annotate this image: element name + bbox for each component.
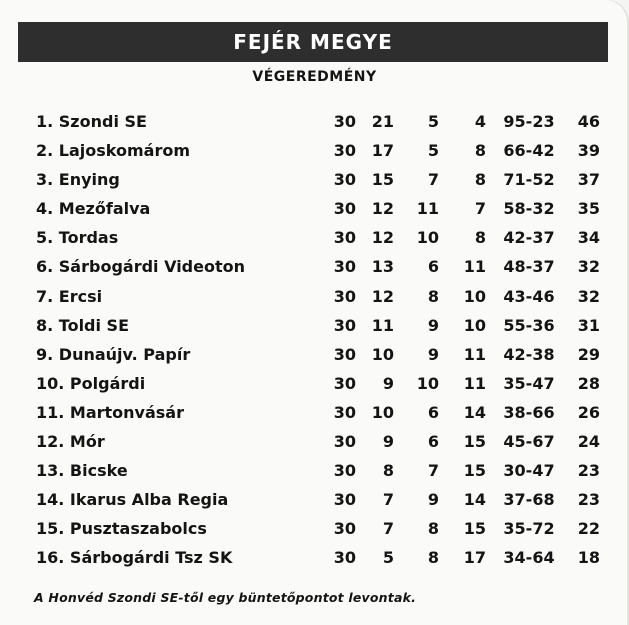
goals-cell: 71-52: [503, 170, 555, 190]
subtitle: VÉGEREDMÉNY: [252, 69, 377, 85]
goals-cell: 42-37: [503, 228, 555, 248]
goals-cell: 34-64: [503, 548, 555, 568]
points-cell: 23: [577, 461, 600, 481]
goals-cell: 48-37: [503, 257, 555, 277]
won-cell: 12: [371, 228, 394, 248]
drawn-cell: 11: [416, 199, 439, 219]
won-cell: 10: [371, 402, 394, 422]
won-cell: 15: [371, 170, 394, 190]
team-name: 12. Mór: [36, 432, 105, 452]
drawn-cell: 8: [427, 548, 439, 568]
goals-cell: 37-68: [503, 490, 555, 510]
points-cell: 23: [577, 490, 600, 510]
points-cell: 26: [577, 402, 600, 422]
won-cell: 5: [382, 548, 394, 568]
points-cell: 46: [577, 112, 600, 131]
lost-cell: 15: [463, 461, 486, 481]
played-cell: 30: [333, 257, 356, 277]
drawn-cell: 9: [427, 315, 439, 335]
played-cell: 30: [333, 519, 356, 539]
page-title: FEJÉR MEGYE: [233, 30, 393, 54]
goals-cell: 66-42: [503, 141, 555, 161]
drawn-cell: 7: [427, 170, 439, 190]
played-cell: 30: [333, 432, 356, 452]
team-name: 16. Sárbogárdi Tsz SK: [36, 548, 233, 568]
team-name: 6. Sárbogárdi Videoton: [36, 257, 245, 277]
won-cell: 7: [382, 519, 394, 539]
won-cell: 7: [382, 490, 394, 510]
lost-cell: 4: [474, 112, 486, 131]
played-cell: 30: [333, 170, 356, 190]
played-cell: 30: [333, 112, 356, 131]
points-cell: 31: [577, 315, 600, 335]
lost-cell: 10: [463, 286, 486, 306]
points-cell: 39: [577, 141, 600, 161]
drawn-cell: 6: [427, 432, 439, 452]
lost-cell: 11: [463, 257, 486, 277]
played-cell: 30: [333, 490, 356, 510]
team-name: 9. Dunaújv. Papír: [36, 344, 191, 364]
drawn-cell: 8: [427, 519, 439, 539]
points-cell: 32: [577, 286, 600, 306]
won-cell: 13: [371, 257, 394, 277]
header-bar: [18, 22, 608, 62]
goals-cell: 43-46: [503, 286, 555, 306]
played-cell: 30: [333, 228, 356, 248]
team-name: 1. Szondi SE: [36, 112, 147, 131]
table-row: [30, 513, 610, 542]
team-name: 8. Toldi SE: [36, 315, 130, 335]
lost-cell: 15: [463, 432, 486, 452]
table-row: [30, 397, 610, 426]
team-name: 10. Polgárdi: [36, 373, 146, 393]
table-row: [30, 455, 610, 484]
table-row: [30, 193, 610, 222]
team-name: 14. Ikarus Alba Regia: [36, 490, 229, 510]
won-cell: 12: [371, 286, 394, 306]
won-cell: 8: [382, 461, 394, 481]
table-row: [30, 426, 610, 455]
drawn-cell: 8: [427, 286, 439, 306]
played-cell: 30: [333, 373, 356, 393]
goals-cell: 42-38: [503, 344, 555, 364]
drawn-cell: 10: [416, 228, 439, 248]
played-cell: 30: [333, 548, 356, 568]
lost-cell: 15: [463, 519, 486, 539]
lost-cell: 11: [463, 373, 486, 393]
goals-cell: 30-47: [503, 461, 555, 481]
table-row: [30, 542, 610, 571]
team-name: 4. Mezőfalva: [36, 199, 151, 219]
team-name: 13. Bicske: [36, 461, 128, 481]
goals-cell: 35-47: [503, 373, 555, 393]
played-cell: 30: [333, 199, 356, 219]
lost-cell: 17: [463, 548, 486, 568]
table-row: [30, 251, 610, 280]
drawn-cell: 10: [416, 373, 439, 393]
played-cell: 30: [333, 286, 356, 306]
points-cell: 22: [577, 519, 600, 539]
goals-cell: 55-36: [503, 315, 555, 335]
won-cell: 10: [371, 344, 394, 364]
table-row: [30, 222, 610, 251]
lost-cell: 14: [463, 402, 486, 422]
table-row: [30, 135, 610, 164]
team-name: 3. Enying: [36, 170, 120, 190]
played-cell: 30: [333, 402, 356, 422]
won-cell: 11: [371, 315, 394, 335]
points-cell: 28: [577, 373, 600, 393]
drawn-cell: 7: [427, 461, 439, 481]
points-cell: 24: [577, 432, 600, 452]
goals-cell: 58-32: [503, 199, 555, 219]
lost-cell: 8: [474, 170, 486, 190]
points-cell: 32: [577, 257, 600, 277]
lost-cell: 8: [474, 141, 486, 161]
lost-cell: 7: [474, 199, 486, 219]
points-cell: 29: [577, 344, 600, 364]
won-cell: 21: [371, 112, 394, 131]
table-row: [30, 368, 610, 397]
played-cell: 30: [333, 141, 356, 161]
goals-cell: 35-72: [503, 519, 555, 539]
goals-cell: 38-66: [503, 402, 555, 422]
table-row: [30, 484, 610, 513]
table-row: [30, 281, 610, 310]
drawn-cell: 6: [427, 402, 439, 422]
team-name: 2. Lajoskomárom: [36, 141, 190, 161]
lost-cell: 8: [474, 228, 486, 248]
points-cell: 34: [577, 228, 600, 248]
table-row: [30, 106, 610, 135]
team-name: 11. Martonvásár: [36, 402, 184, 422]
goals-cell: 45-67: [503, 432, 555, 452]
points-cell: 37: [577, 170, 600, 190]
team-name: 5. Tordas: [36, 228, 119, 248]
played-cell: 30: [333, 461, 356, 481]
lost-cell: 11: [463, 344, 486, 364]
standings-table: [30, 106, 610, 572]
drawn-cell: 5: [427, 112, 439, 131]
played-cell: 30: [333, 344, 356, 364]
team-name: 7. Ercsi: [36, 286, 103, 306]
table-row: [30, 164, 610, 193]
lost-cell: 14: [463, 490, 486, 510]
drawn-cell: 6: [427, 257, 439, 277]
points-cell: 18: [577, 548, 600, 568]
won-cell: 17: [371, 141, 394, 161]
drawn-cell: 5: [427, 141, 439, 161]
drawn-cell: 9: [427, 490, 439, 510]
won-cell: 9: [382, 373, 394, 393]
played-cell: 30: [333, 315, 356, 335]
points-cell: 35: [577, 199, 600, 219]
table-row: [30, 339, 610, 368]
drawn-cell: 9: [427, 344, 439, 364]
won-cell: 12: [371, 199, 394, 219]
table-row: [30, 310, 610, 339]
team-name: 15. Pusztaszabolcs: [36, 519, 207, 539]
goals-cell: 95-23: [503, 112, 555, 131]
footnote: A Honvéd Szondi SE-től egy büntetőpontot levontak.: [34, 590, 417, 605]
lost-cell: 10: [463, 315, 486, 335]
won-cell: 9: [382, 432, 394, 452]
